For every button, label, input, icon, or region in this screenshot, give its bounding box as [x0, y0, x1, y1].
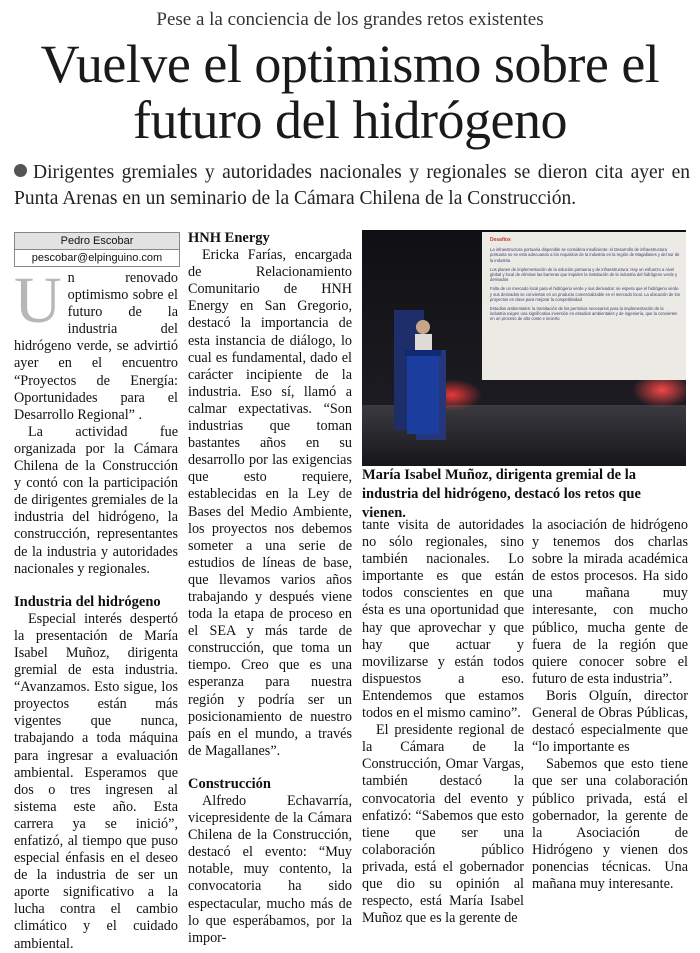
subheading: HNH Energy [188, 230, 270, 246]
paragraph: Sabemos que esto tiene que ser una colaboración público privada, está el gobernador, la gerente de la Asociación de Hidrógeno y vienen dos ponencias técnicas. Una mañana muy interesante. [532, 756, 688, 892]
paragraph: Alfredo Echavarría, vicepresidente de la Cámara Chilena de la Construcción, destacó el evento: “Muy notable, muy contento, la convocatoria ha sido espectacular, mucho más de lo que esperábamos, por la impor- [188, 793, 352, 946]
lead-text: Dirigentes gremiales y autoridades nacionales y regionales se dieron cita ayer en Punta Arenas en un seminario de la Cámara Chilena de la Construcción. [14, 162, 690, 209]
byline-name: Pedro Escobar [15, 233, 179, 250]
paragraph: Boris Olguín, director General de Obras Públicas, destacó especialmente que “lo importante es [532, 687, 688, 756]
article-headline: Vuelve el optimismo sobre el futuro del hidrógeno [40, 34, 660, 150]
article-kicker: Pese a la conciencia de los grandes retos existentes [156, 9, 544, 30]
article-column-1 [14, 264, 178, 953]
paragraph: La actividad fue organizada por la Cámara Chilena de la Construcción y contó con la participación de dirigentes gremiales de la industria del hidrógeno, la construcción, representantes de la industria y autoridades nacionales y regionales. [14, 423, 178, 577]
slide-bullet: La infraestructura portuaria disponible se considera insuficiente: el Desarrollo de infraestructura portuaria no se está adecuando a los requisitos de la industria en la región de Magallanes y del sur de la industria [490, 247, 680, 263]
paragraph: la asociación de hidrógeno y tenemos dos charlas sobre la mirada académica de estos procesos. Ha sido una mañana muy interesante, con mucho público, mucha gente de fuera de la región que quiere conocer sobre el futuro de esta industria”. [532, 517, 688, 687]
paragraph: El presidente regional de la Cámara de la Construcción, Omar Vargas, también destacó la convocatoria del evento y enfatizó: “Sabemos que esto tiene que ser una colaboración público privada, está el gobernador que dio su opinión al respecto, está María Isabel Muñoz que es la gerente de [362, 722, 524, 927]
article-photo [362, 230, 686, 466]
byline-email[interactable]: pescobar@elpinguino.com [31, 252, 163, 264]
photo-caption: María Isabel Muñoz, dirigenta gremial de la industria del hidrógeno, destacó los retos que vienen. [362, 467, 641, 521]
slide-title: Desafíos [490, 237, 511, 243]
slide-bullet: Falta de un mercado local para el hidrógeno verde y sus derivados: se espera que el hidrógeno verde y sus derivados se conviertan en un producto comercializable en el mercado local. La ubicación de los proyectos es clave para mejorar la competitividad [490, 286, 680, 302]
drop-cap: U [14, 264, 62, 337]
subheading: Industria del hidrógeno [14, 593, 161, 610]
paragraph: n renovado optimismo sobre el futuro de la industria del hidrógeno verde, se advirtió ayer en el encuentro “Proyectos de Energía: Oportunidades para el Desarrollo Regional” . [14, 270, 178, 423]
article-column-4 [532, 517, 688, 893]
paragraph: Especial interés despertó la presentación de María Isabel Muñoz, dirigenta gremial de esta industria. “Avanzamos. Esto sigue, los proyectos están más vigentes que nunca, trabajando a toda máquina para ingresar a evaluación ambiental. Esperamos que dos o tres ingresen al sistema este año. Esta carrera ya se inició”, enfatizó, al tiempo que puso especial énfasis en el deseo de la industria de ser un aporte significativo a la lucha contra el cambio climático y el cuidado ambiental. [14, 610, 178, 952]
paragraph: Ericka Farías, encargada de Relacionamiento Comunitario de HNH Energy en San Gregorio, destacó la importancia de esta instancia de diálogo, lo cual es fundamental, dado el carácter incipiente de la industria. Eso sí, llamó a calmar expectativas. “Son industrias que toman bastantes años en su desarrollo por las exigencias que esto requiere, establecidas en la Ley de Bases del Medio Ambiente, los proyectos nos debemos someter a una serie de estudios de líneas de base, que llevamos varios años trabajando y después viene toda la etapa de proceso en el SEA y más tarde de construcción, que toma un tiempo. Creo que es una esperanza para nuestra región y podría ser un posicionamiento de nuestro país en el mundo, a través de Magallanes”. [188, 247, 352, 759]
subheading: Construcción [188, 775, 271, 792]
article-lead [14, 160, 690, 212]
bullet-dot-icon [14, 164, 27, 177]
presentation-slide [490, 238, 680, 374]
slide-bullet: Estudios ambientales: la tramitación de los permisos necesarios para la implementación de la industria exigen una significativa inversión en estudios ambientales y de ingeniería, que la convierten en un proceso de alto costo e incierto [490, 306, 678, 322]
byline-box [14, 232, 180, 267]
paragraph: tante visita de autoridades no sólo regionales, sino también nacionales. Lo importante es que están todos conscientes en que ésta es una oportunidad que hay que aprovechar y que hay que actuar y movilizarse y están todos dispuestos a eso. Entendemos que estamos todos en el mismo camino”. [362, 517, 524, 722]
article-column-3 [362, 517, 524, 927]
slide-bullet: Los planes de implementación de la solución portuaria y de infraestructura: Hay un esfuerzo a nivel global y local de eliminar las barreras que impiden la instalación de la industria del hidrógeno verde y derivados [490, 266, 678, 283]
article-column-2 [188, 230, 352, 947]
